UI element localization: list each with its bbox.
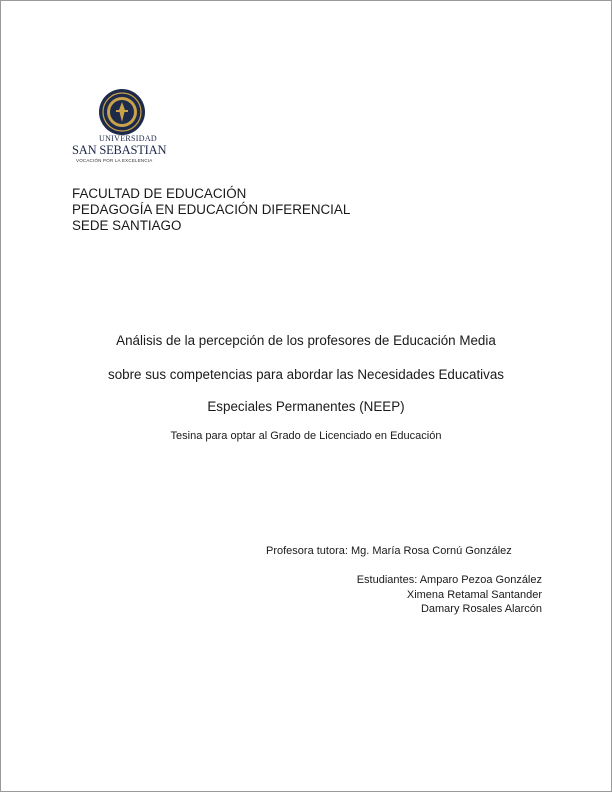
campus-name: SEDE SANTIAGO	[72, 218, 182, 233]
thesis-title-line-2: sobre sus competencias para abordar las Necesidades Educativas	[108, 367, 504, 382]
thesis-title-line-3: Especiales Permanentes (NEEP)	[207, 399, 405, 414]
degree-subtitle: Tesina para optar al Grado de Licenciado en Educación	[170, 430, 442, 442]
logo-tagline: VOCACIÓN POR LA EXCELENCIA	[76, 158, 153, 163]
student-line-2: Ximena Retamal Santander	[406, 588, 542, 601]
student-line-1: Estudiantes: Amparo Pezoa González	[356, 574, 542, 586]
logo-text-universidad: UNIVERSIDAD	[99, 134, 157, 143]
faculty-block	[72, 186, 350, 234]
university-seal-icon	[98, 88, 146, 136]
faculty-name: FACULTAD DE EDUCACIÓN	[72, 186, 247, 201]
program-name: PEDAGOGÍA EN EDUCACIÓN DIFERENCIAL	[72, 202, 351, 217]
students-block	[357, 573, 542, 617]
university-logo	[70, 88, 180, 168]
thesis-title-line-1: Análisis de la percepción de los profesores de Educación Media	[116, 333, 496, 348]
tutor-line: Profesora tutora: Mg. María Rosa Cornú González	[266, 545, 512, 557]
student-line-3: Damary Rosales Alarcón	[420, 603, 542, 615]
logo-text-san-sebastian: SAN SEBASTIAN	[72, 143, 167, 157]
